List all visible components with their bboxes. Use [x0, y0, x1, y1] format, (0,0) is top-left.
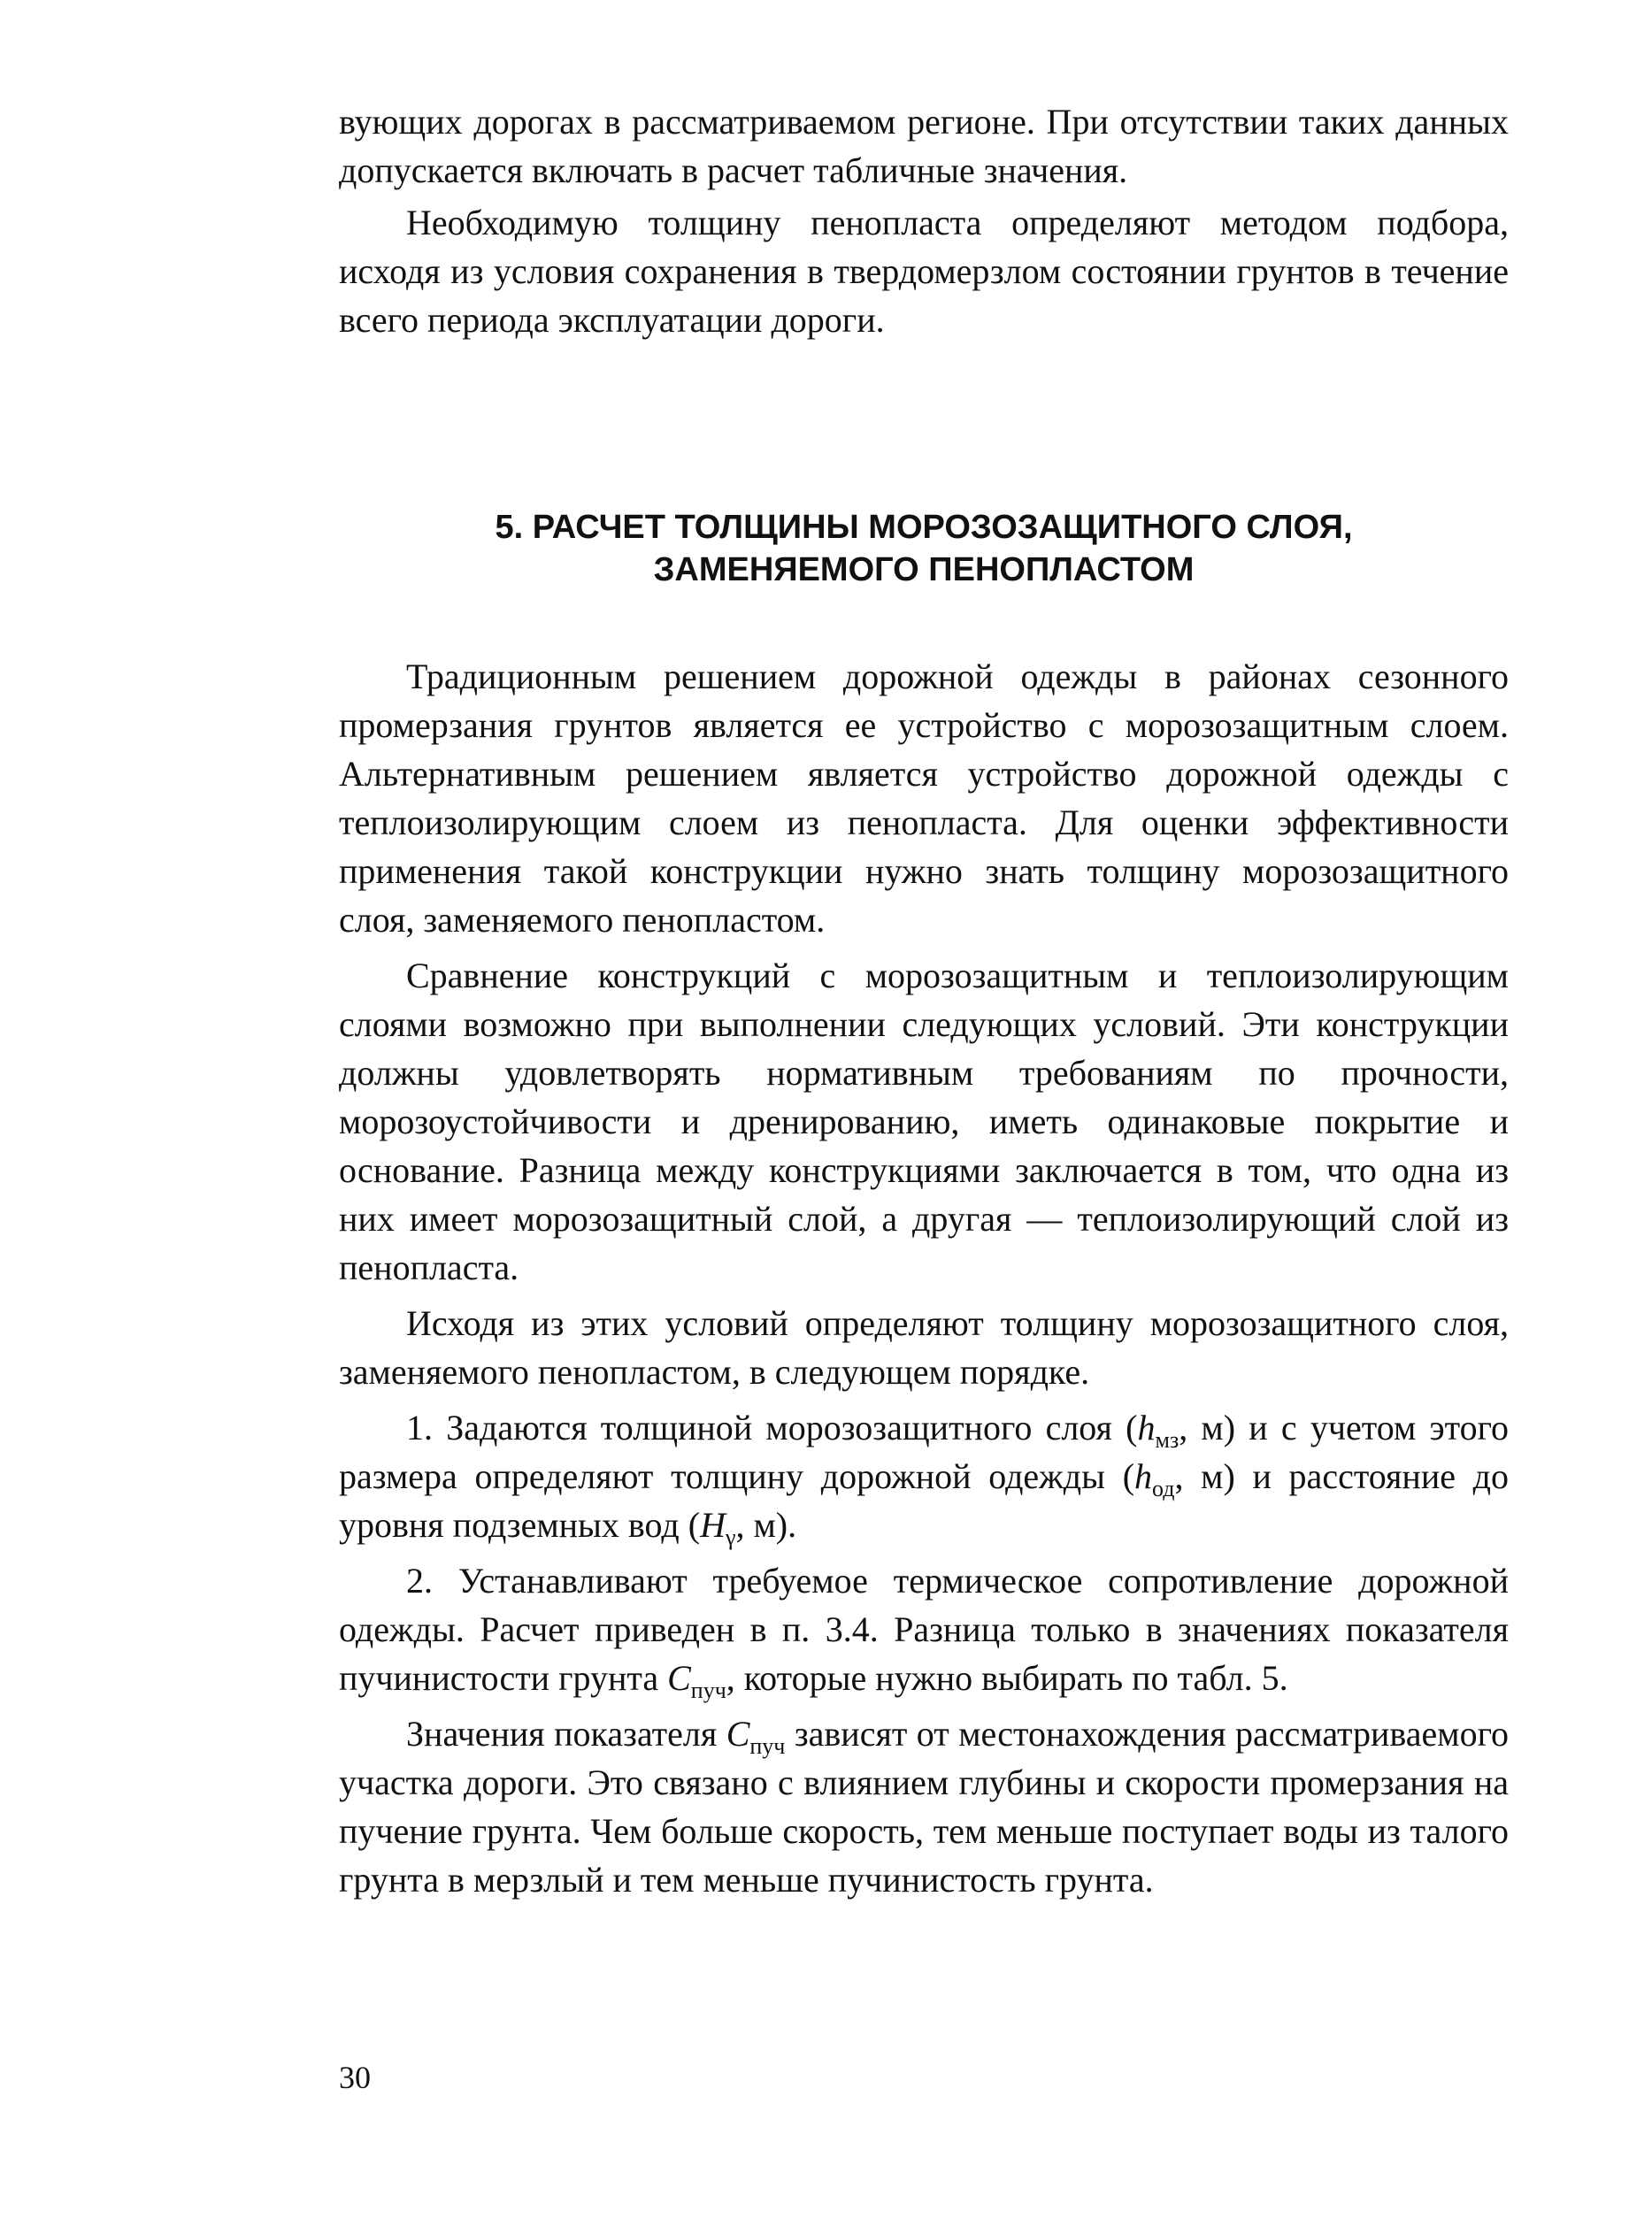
item2-text-b: , которые нужно выбирать по табл. 5.: [726, 1658, 1288, 1698]
item1-text-a: 1. Задаются толщиной морозозащитного слоя (: [406, 1408, 1138, 1447]
h-gamma-sub: γ: [725, 1524, 736, 1550]
page-number: 30: [339, 2060, 371, 2095]
h-mz-sub: мз: [1155, 1427, 1179, 1453]
c-puch-sub-2: пуч: [749, 1733, 786, 1759]
intro-paragraph-continued: вующих дорогах в рассматриваемом регионе. При отсутствии таких данных допускается включать в расчет табличные значения.: [339, 102, 1509, 190]
h-od-sub: од: [1152, 1476, 1175, 1501]
c-puch-var: C: [667, 1658, 691, 1698]
paragraph-c-puch-values: [339, 1709, 1509, 1904]
p4-text-a: Значения показателя: [406, 1714, 726, 1754]
list-item-2: [339, 1556, 1509, 1702]
item1-text-c: , м) и расстояние до уровня подземных вод (: [339, 1456, 1509, 1545]
intro-block: [339, 97, 1509, 348]
intro-paragraph-foam-thickness: Необходимую толщину пенопласта определяют методом подбора, исходя из условия сохранения в твердомерзлом состоянии грунтов в течение всего периода эксплуатации дороги.: [339, 203, 1509, 340]
section-heading: [339, 506, 1509, 591]
paragraph-comparison-conditions: Сравнение конструкций с морозозащитным и теплоизолирующим слоями возможно при выполнении следующих условий. Эти конструкции должны удовлетворять нормативным требованиям по прочности, морозоустойчивости и дренированию, иметь одинаковые покрытие и основание. Разница между конструкциями заключается в том, что одна из них имеет морозозащитный слой, а другая — теплоизолирующий слой из пенопласта.: [339, 956, 1509, 1287]
c-puch-var-2: C: [726, 1714, 750, 1754]
c-puch-sub: пуч: [690, 1678, 726, 1703]
h-od-var: h: [1134, 1456, 1153, 1496]
h-gamma-var: H: [700, 1505, 726, 1545]
item2-text-a: 2. Устанавливают требуемое термическое сопротивление дорожной одежды. Расчет приведен в п. 3.4. Разница только в значениях показателя пучинистости грунта: [339, 1561, 1509, 1698]
item1-text-b: , м) и с учетом этого размера определяют толщину дорожной одежды (: [339, 1408, 1510, 1496]
section-body: [339, 652, 1509, 1911]
section-title-line-1: 5. РАСЧЕТ ТОЛЩИНЫ МОРОЗОЗАЩИТНОГО СЛОЯ,: [495, 509, 1353, 546]
paragraph-traditional-solution: Традиционным решением дорожной одежды в районах сезонного промерзания грунтов является ее устройство с морозозащитным слоем. Альтернативным решением является устройство дорожной одежды с теплоизолирующим слоем из пенопласта. Для оценки эффективности применения такой конструкции нужно знать толщину морозозащитного слоя, заменяемого пенопластом.: [339, 656, 1509, 940]
paragraph-procedure-intro: Исходя из этих условий определяют толщину морозозащитного слоя, заменяемого пенопластом, в следующем порядке.: [339, 1303, 1509, 1392]
section-title-line-2: ЗАМЕНЯЕМОГО ПЕНОПЛАСТОМ: [653, 551, 1195, 588]
list-item-1: [339, 1403, 1509, 1549]
h-mz-var: h: [1137, 1408, 1156, 1447]
item1-text-d: , м).: [735, 1505, 797, 1545]
p4-text-b: зависят от местонахождения рассматриваемого участка дороги. Это связано с влиянием глубины и скорости промерзания на пучение грунта. Чем больше скорость, тем меньше поступает воды из талого грунта в мерзлый и тем меньше пучинистость грунта.: [339, 1714, 1510, 1900]
